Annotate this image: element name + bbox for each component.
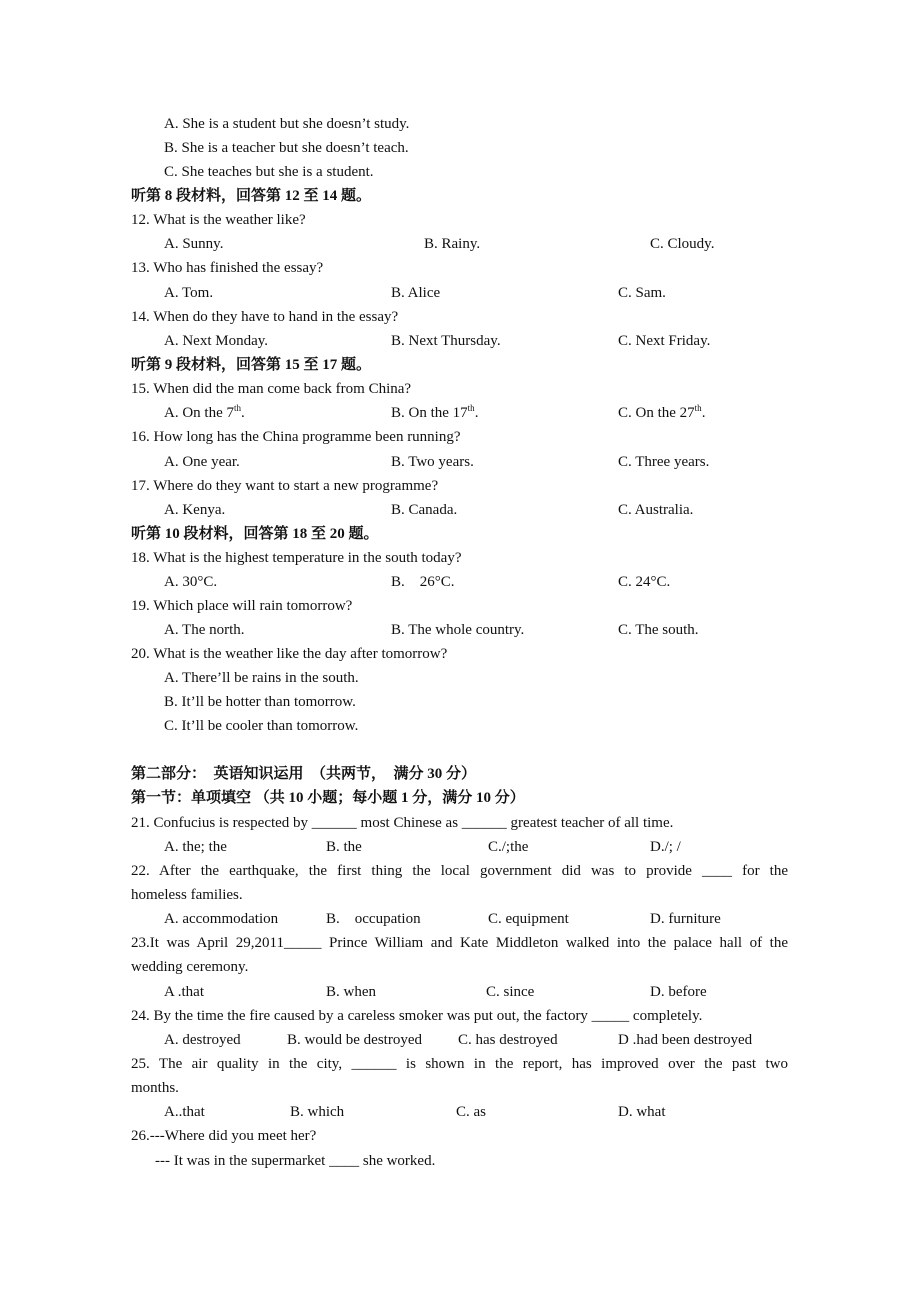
- q24-option-a: A. destroyed: [164, 1032, 241, 1048]
- q18-option-c: C. 24°C.: [618, 574, 671, 590]
- q13-option-c: C. Sam.: [618, 285, 666, 301]
- q13-option-b: B. Alice: [391, 285, 441, 301]
- q21-stem: 21. Confucius is respected by ______ most Chinese as ______ greatest teacher of all time.: [131, 815, 674, 831]
- q18-option-a: A. 30°C.: [164, 574, 218, 590]
- q18-stem: 18. What is the highest temperature in the south today?: [131, 550, 462, 566]
- q23-option-c: C. since: [486, 984, 535, 1000]
- section-9-heading: 听第 9 段材料，回答第 15 至 17 题。: [131, 357, 372, 373]
- section-10-heading: 听第 10 段材料，回答第 18 至 20 题。: [131, 526, 379, 542]
- q25-option-c: C. as: [456, 1104, 486, 1120]
- q12-option-c: C. Cloudy.: [650, 236, 715, 252]
- q21-option-b: B. the: [326, 839, 362, 855]
- q20-option-b: B. It’ll be hotter than tomorrow.: [164, 694, 356, 710]
- q16-option-c: C. Three years.: [618, 454, 710, 470]
- q22-option-c: C. equipment: [488, 911, 569, 927]
- q24-option-b: B. would be destroyed: [287, 1032, 422, 1048]
- q22-stem-line-1: 22. After the earthquake, the first thing the local government did was to provide ____ for the: [131, 863, 788, 879]
- q14-option-c: C. Next Friday.: [618, 333, 711, 349]
- q15-option-b: B. On the 17th.: [391, 403, 479, 421]
- q24-option-d: D .had been destroyed: [618, 1032, 753, 1048]
- q13-option-a: A. Tom.: [164, 285, 214, 301]
- q24-stem: 24. By the time the fire caused by a careless smoker was put out, the factory _____ completely.: [131, 1008, 703, 1024]
- q16-option-b: B. Two years.: [391, 454, 474, 470]
- q26-line-1: 26.---Where did you meet her?: [131, 1128, 317, 1144]
- section-1-heading: 第一节：单项填空 （共 10 小题；每小题 1 分，满分 10 分）: [131, 790, 525, 806]
- q22-option-a: A. accommodation: [164, 911, 279, 927]
- q23-option-a: A .that: [164, 984, 204, 1000]
- q23-stem-line-1: 23.It was April 29,2011_____ Prince William and Kate Middleton walked into the palace hall of the: [131, 935, 788, 951]
- q21-option-d: D./; /: [650, 839, 681, 855]
- q18-option-b: B. 26°C.: [391, 574, 455, 590]
- q17-option-b: B. Canada.: [391, 502, 458, 518]
- q25-option-d: D. what: [618, 1104, 666, 1120]
- q14-option-a: A. Next Monday.: [164, 333, 269, 349]
- q23-option-d: D. before: [650, 984, 707, 1000]
- q15-option-c: C. On the 27th.: [618, 403, 706, 421]
- q12-option-b: B. Rainy.: [424, 236, 481, 252]
- q11-option-c: C. She teaches but she is a student.: [164, 164, 374, 180]
- q16-stem: 16. How long has the China programme been running?: [131, 429, 461, 445]
- q19-option-c: C. The south.: [618, 622, 699, 638]
- q22-stem-line-2: homeless families.: [131, 887, 243, 903]
- q21-option-c: C./;the: [488, 839, 529, 855]
- q24-option-c: C. has destroyed: [458, 1032, 558, 1048]
- q17-option-c: C. Australia.: [618, 502, 694, 518]
- q19-option-b: B. The whole country.: [391, 622, 525, 638]
- q15-stem: 15. When did the man come back from China?: [131, 381, 412, 397]
- q12-option-a: A. Sunny.: [164, 236, 224, 252]
- q14-option-b: B. Next Thursday.: [391, 333, 501, 349]
- q16-option-a: A. One year.: [164, 454, 240, 470]
- q21-option-a: A. the; the: [164, 839, 227, 855]
- q25-stem-line-2: months.: [131, 1080, 179, 1096]
- q25-option-b: B. which: [290, 1104, 345, 1120]
- q25-stem-line-1: 25. The air quality in the city, ______ is shown in the report, has improved over the past two: [131, 1056, 788, 1072]
- q15-option-a: A. On the 7th.: [164, 403, 245, 421]
- section-8-heading: 听第 8 段材料，回答第 12 至 14 题。: [131, 188, 372, 204]
- q14-stem: 14. When do they have to hand in the essay?: [131, 309, 399, 325]
- part-2-heading: 第二部分： 英语知识运用 （共两节， 满分 30 分）: [131, 766, 477, 782]
- q11-option-a: A. She is a student but she doesn’t study.: [164, 116, 410, 132]
- q19-stem: 19. Which place will rain tomorrow?: [131, 598, 353, 614]
- q19-option-a: A. The north.: [164, 622, 245, 638]
- q20-stem: 20. What is the weather like the day after tomorrow?: [131, 646, 448, 662]
- q25-option-a: A..that: [164, 1104, 205, 1120]
- q26-line-2: --- It was in the supermarket ____ she worked.: [155, 1153, 436, 1169]
- q17-stem: 17. Where do they want to start a new programme?: [131, 478, 439, 494]
- q20-option-c: C. It’ll be cooler than tomorrow.: [164, 718, 359, 734]
- q23-option-b: B. when: [326, 984, 376, 1000]
- q20-option-a: A. There’ll be rains in the south.: [164, 670, 359, 686]
- q11-option-b: B. She is a teacher but she doesn’t teach.: [164, 140, 409, 156]
- q22-option-b: B. occupation: [326, 911, 421, 927]
- q12-stem: 12. What is the weather like?: [131, 212, 306, 228]
- q22-option-d: D. furniture: [650, 911, 721, 927]
- q23-stem-line-2: wedding ceremony.: [131, 959, 249, 975]
- q13-stem: 13. Who has finished the essay?: [131, 260, 324, 276]
- q17-option-a: A. Kenya.: [164, 502, 226, 518]
